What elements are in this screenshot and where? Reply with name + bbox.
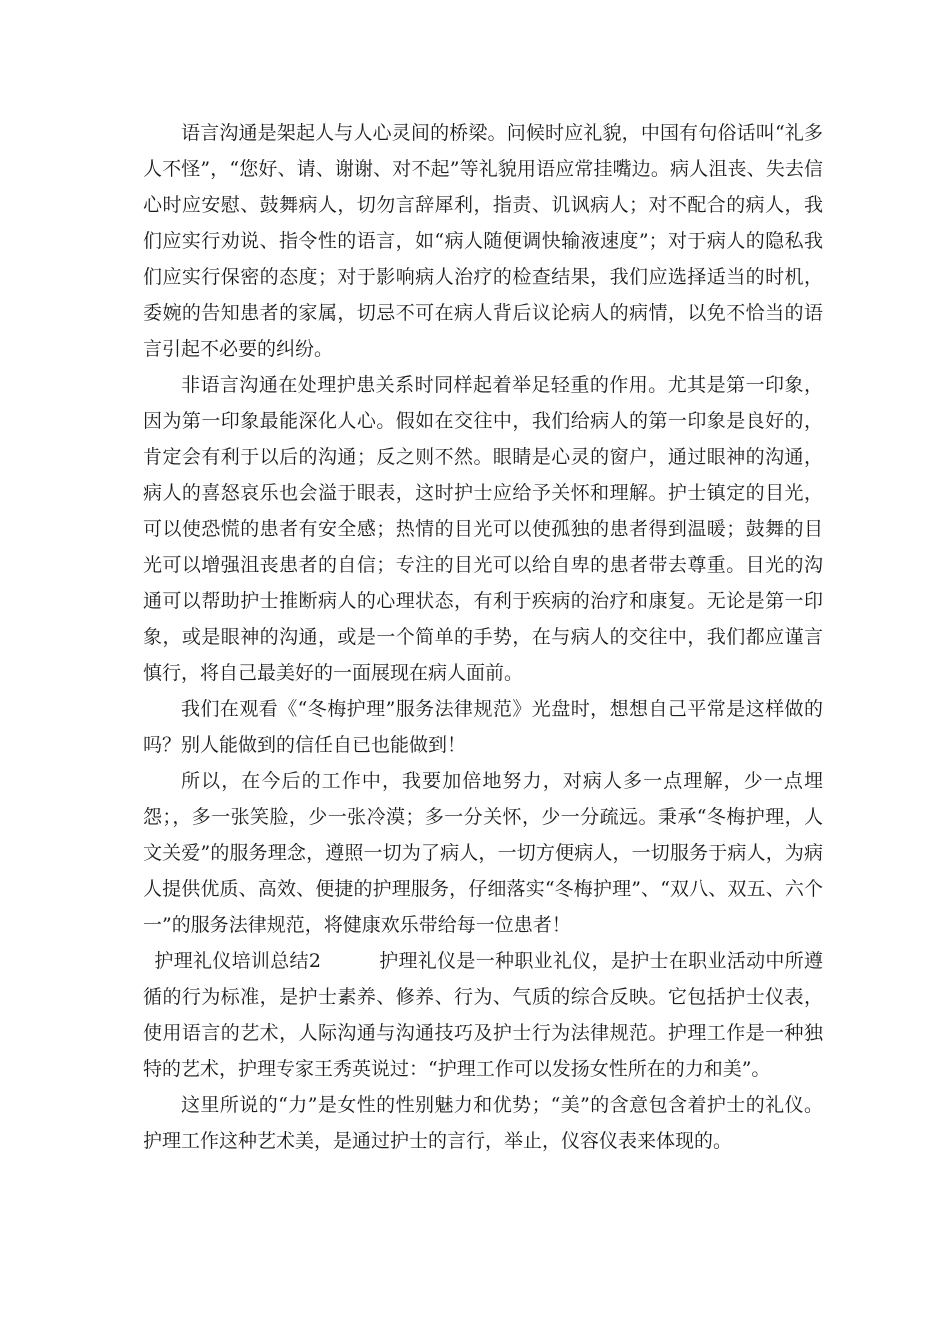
paragraph-training-summary-2: 护理礼仪培训总结2 护理礼仪是一种职业礼仪，是护士在职业活动中所遵循的行为标准，是护士素养、修养、行为、气质的综合反映。它包括护士仪表，使用语言的艺术，人际沟通与沟通技巧及护士行为法律规范。护理工作是一种独特的艺术，护理专家王秀英说过：“护理工作可以发扬女性所在的力和美”。 [143,950,823,1080]
paragraph-future-work: 所以，在今后的工作中，我要加倍地努力，对病人多一点理解，少一点埋怨；，多一张笑脸，少一张冷漠；多一分关怀，少一分疏远。秉承“冬梅护理，人文关爱”的服务理念，遵照一切为了病人，一切方便病人，一切服务于病人，为病人提供优质、高效、便捷的护理服务，仔细落实“冬梅护理”、“双八、双五、六个一”的服务法律规范，将健康欢乐带给每一位患者！ [143,770,823,936]
paragraph-watching-disc: 我们在观看《“冬梅护理”服务法律规范》光盘时，想想自己平常是这样做的吗？别人能做到的信任自已也能做到！ [143,698,823,756]
paragraph-strength-and-beauty: 这里所说的“力”是女性的性别魅力和优势；“美”的含意包含着护士的礼仪。护理工作这种艺术美，是通过护士的言行，举止，仪容仪表来体现的。 [143,1094,823,1152]
document-body [143,115,823,1159]
paragraph-verbal-communication: 语言沟通是架起人与人心灵间的桥梁。问候时应礼貌，中国有句俗话叫“礼多人不怪”，“您好、请、谢谢、对不起”等礼貌用语应常挂嘴边。病人沮丧、失去信心时应安慰、鼓舞病人，切勿言辞犀利，指责、讥讽病人；对不配合的病人，我们应实行劝说、指令性的语言，如“病人随便调快输液速度”；对于病人的隐私我们应实行保密的态度；对于影响病人治疗的检查结果，我们应选择适当的时机，委婉的告知患者的家属，切忌不可在病人背后议论病人的病情，以免不恰当的语言引起不必要的纠纷。 [143,122,823,360]
paragraph-nonverbal-communication: 非语言沟通在处理护患关系时同样起着举足轻重的作用。尤其是第一印象，因为第一印象最能深化人心。假如在交往中，我们给病人的第一印象是良好的，肯定会有利于以后的沟通；反之则不然。眼睛是心灵的窗户，通过眼神的沟通，病人的喜怒哀乐也会溢于眼表，这时护士应给予关怀和理解。护士镇定的目光，可以使恐慌的患者有安全感；热情的目光可以使孤独的患者得到温暖；鼓舞的目光可以增强沮丧患者的自信；专注的目光可以给自卑的患者带去尊重。目光的沟通可以帮助护士推断病人的心理状态，有利于疾病的治疗和康复。无论是第一印象，或是眼神的沟通，或是一个简单的手势，在与病人的交往中，我们都应谨言慎行，将自己最美好的一面展现在病人面前。 [143,374,823,684]
